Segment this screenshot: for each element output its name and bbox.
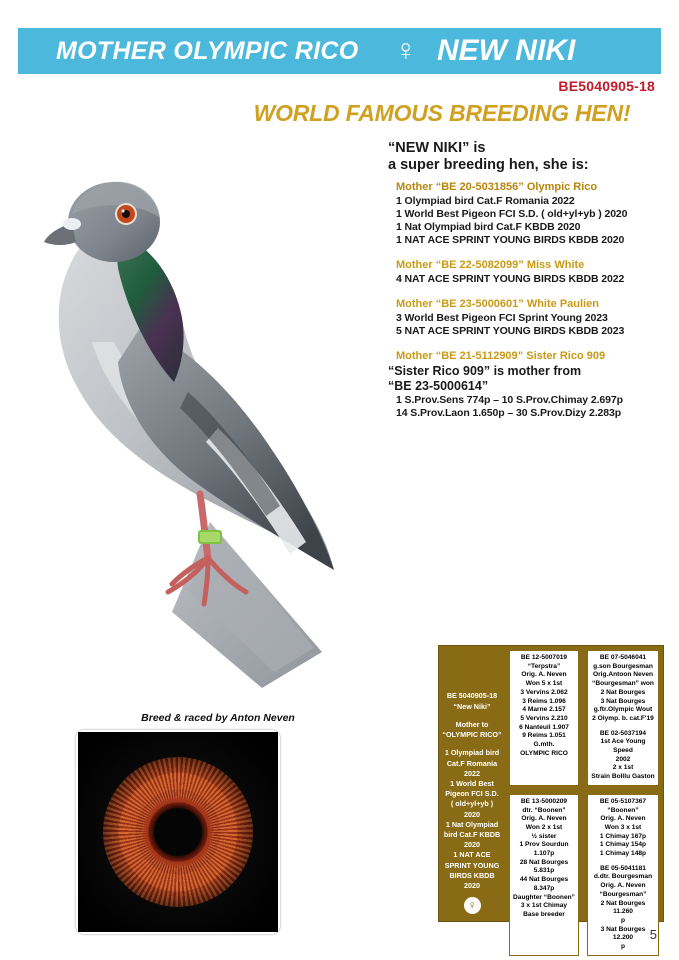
sire-line: 9 Reims 1.051 [522,732,566,740]
pedigree-sire-cell [505,646,583,790]
gp1-line: g.ftr.Olympic Wout [593,706,653,714]
sire-breeder: Orig. A. Neven [521,671,567,679]
gp1-line: “Bourgesman” won [592,680,654,688]
pedigree-table [438,645,664,951]
intro-line-1: “NEW NIKI” is [388,140,486,156]
ancestor-group-4 [388,350,673,419]
dam-line: Base breeder [523,910,565,918]
dam-ring: BE 13-5000209 [520,797,568,805]
self-role-1: Mother to [455,719,489,729]
dam-line: 3 x 1st Chimay [520,902,568,910]
self-achievement: bird Cat.F KBDB [443,830,501,840]
dam-breeder: Orig. A. Neven [521,815,567,823]
self-achievement: BIRDS KBDB 2020 [449,870,495,891]
gp4-line: “Bourgesman” [599,890,647,898]
gp1-ring: BE 07-5046041 [599,654,647,661]
dam-line: Daughter “Boonen” [513,893,575,901]
gp4-breeder: Orig. A. Neven [600,882,646,890]
page-number: 5 [649,927,657,942]
gp4-line: p [620,916,626,924]
self-achievement: SPRINT YOUNG [444,860,500,870]
page-title: WORLD FAMOUS BREEDING HEN! [253,100,631,126]
self-achievement: Cat.F Romania [446,758,498,768]
dam-line: 44 Nat Bourges [519,876,569,884]
sire-line: G.mth. [533,741,555,749]
sire-line: 3 Reims 1.096 [522,697,566,705]
achievement-line: 1 NAT ACE SPRINT YOUNG BIRDS KBDB 2020 [396,234,625,246]
sire-line: 3 Vervins 2.062 [520,688,568,696]
achievement-line: 3 World Best Pigeon FCI Sprint Young 2023 [396,312,608,324]
breeder-caption: Breed & raced by Anton Neven [141,712,295,724]
gp1-line: g.son Bourgesman [593,662,653,670]
group-heading: Mother “BE 22-5082099” Miss White [396,259,585,271]
gp2-line: 2002 [615,755,631,763]
dam-name: dtr. “Boonen” [522,806,566,814]
achievement-line: 1 Olympiad bird Cat.F Romania 2022 [396,195,575,207]
pedigree-self-cell [439,646,505,960]
self-achievement: 2022 [464,768,480,778]
gp3-line: 1 Chimay 154p [599,841,647,849]
achievement-line: 4 NAT ACE SPRINT YOUNG BIRDS KBDB 2022 [396,273,625,285]
group-heading: Mother “BE 20-5031856” Olympic Rico [396,181,598,193]
gp4-line: 2 Nat Bourges 11.260 [600,899,646,916]
group-note-line: “Sister Rico 909” is mother from [388,364,582,378]
gp4-name: d.dtr. Bourgesman [593,873,653,881]
sire-line: 4 Marne 2.157 [522,706,566,714]
ancestor-group-1 [388,181,673,246]
gp2-ring: BE 02-5037194 [599,729,647,737]
gp2-line: Strain Bolllu Gaston [591,773,655,781]
self-achievement: 2020 [464,809,480,819]
gp1-line: 2 Nat Bourges [600,688,646,696]
female-symbol-icon: ♀ [464,897,481,914]
self-achievement: 1 NAT ACE [453,850,491,860]
group-note-line: “BE 23-5000614” [388,379,489,393]
achievement-line: 14 S.Prov.Laon 1.650p – 30 S.Prov.Dizy 2.283p [396,407,622,419]
gp4-ring: BE 05-5041181 [600,864,646,872]
gp1-line: 3 Nat Bourges [600,697,646,705]
pigeon-photo [22,92,382,712]
gp3-line: Won 3 x 1st [604,823,642,831]
group-heading: Mother “BE 23-5000601” White Paulien [396,298,599,310]
gp4-line: p [620,943,626,951]
self-achievement: 1 Olympiad bird [444,748,500,758]
gp1-line: Orig.Antoon Neven [592,671,654,679]
sire-line: Won 5 x 1st [525,680,563,688]
sire-line: OLYMPIC RICO [520,749,568,757]
ring-number: BE5040905-18 [558,78,655,94]
gp3-breeder: Orig. A. Neven [600,815,646,823]
gp2-line: 2 x 1st [612,764,634,772]
eye-vignette [78,732,278,932]
dam-line: 1 Prov Sourdun [519,841,569,849]
achievement-line: 1 Nat Olympiad bird Cat.F KBDB 2020 [396,221,581,233]
gp2-line: 1st Ace Young Speed [600,738,646,755]
pedigree-dam-cell [505,790,583,960]
dam-line: ½ sister [531,832,557,840]
group-heading: Mother “BE 21-5112909” Sister Rico 909 [396,350,606,362]
dam-line: 1.107p [533,850,555,858]
achievement-line: 5 NAT ACE SPRINT YOUNG BIRDS KBDB 2023 [396,325,625,337]
sire-line: 6 Nanteuil 1.907 [519,723,569,731]
self-achievement: Pigeon FCI S.D. [445,789,499,799]
gp3-line: 1 Chimay 167p [599,832,647,840]
self-achievement: 2020 [464,840,480,850]
page-header [18,28,661,74]
sire-name: “Terpstra” [527,662,561,670]
self-role-2: “OLYMPIC RICO” [442,730,502,740]
dam-line: 8.347p [533,884,555,892]
self-achievement: 1 Nat Olympiad [445,819,499,829]
dam-line: Won 2 x 1st [525,823,563,831]
pigeon-eye-photo [76,730,280,934]
self-ring: BE 5040905-18 [446,691,498,701]
gp3-line: 1 Chimay 148p [599,850,647,858]
achievement-line: 1 S.Prov.Sens 774p – 10 S.Prov.Chimay 2.697p [396,394,623,406]
dam-line: 28 Nat Bourges [519,858,569,866]
female-symbol-icon: ♀ [394,34,417,67]
header-pigeon-name: NEW NIKI [436,34,576,67]
pedigree-grandparent-1-cell [583,646,663,790]
self-name: “New Niki” [453,701,491,711]
self-achievement: ( old+yl+yb ) [450,799,494,809]
gp3-ring: BE 05-5107367 [599,797,647,805]
self-achievement: 1 World Best [450,778,494,788]
gp3-name: “Boonen” [607,806,639,814]
breeding-info-block [388,140,673,432]
achievement-line: 1 World Best Pigeon FCI S.D. ( old+yl+yb ) 2020 [396,208,628,220]
header-left-title: MOTHER OLYMPIC RICO [56,36,359,65]
sire-line: 5 Vervins 2.210 [520,714,568,722]
gp4-line: 3 Nat Bourges 12.200 [600,925,646,942]
sire-ring: BE 12-5007019 [520,654,568,661]
ancestor-group-2 [388,259,673,285]
dam-line: 5.831p [533,867,555,875]
ancestor-group-3 [388,298,673,337]
intro-line-2: a super breeding hen, she is: [388,157,589,173]
gp1-line: 2 Olymp. b. cat.F'19 [592,714,654,722]
